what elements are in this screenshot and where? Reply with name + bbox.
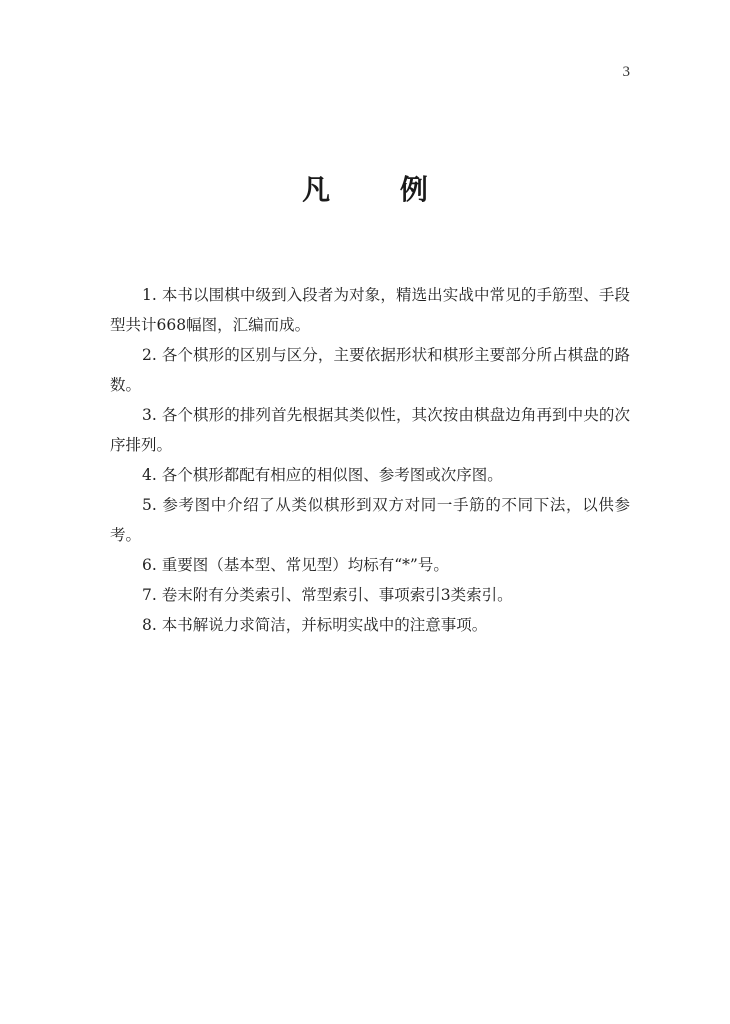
guideline-item-6: 6. 重要图（基本型、常见型）均标有“*”号。 xyxy=(142,556,449,574)
guideline-item-1: 1. 本书以围棋中级到入段者为对象，精选出实战中常见的手筋型、手段型共计668幅图，汇编而成。 xyxy=(110,286,630,334)
guideline-item-2: 2. 各个棋形的区别与区分，主要依据形状和棋形主要部分所占棋盘的路数。 xyxy=(110,346,630,394)
guideline-item-3: 3. 各个棋形的排列首先根据其类似性，其次按由棋盘边角再到中央的次序排列。 xyxy=(110,406,630,454)
guideline-item-4: 4. 各个棋形都配有相应的相似图、参考图或次序图。 xyxy=(142,466,503,484)
guideline-item-7: 7. 卷末附有分类索引、常型索引、事项索引3类索引。 xyxy=(142,586,513,604)
guideline-item-5: 5. 参考图中介绍了从类似棋形到双方对同一手筋的不同下法，以供参考。 xyxy=(110,496,630,544)
guidelines-list xyxy=(110,280,630,640)
page-number: 3 xyxy=(622,64,630,80)
guideline-item-8: 8. 本书解说力求简洁，并标明实战中的注意事项。 xyxy=(142,616,488,634)
page-title: 凡 例 xyxy=(302,173,458,206)
